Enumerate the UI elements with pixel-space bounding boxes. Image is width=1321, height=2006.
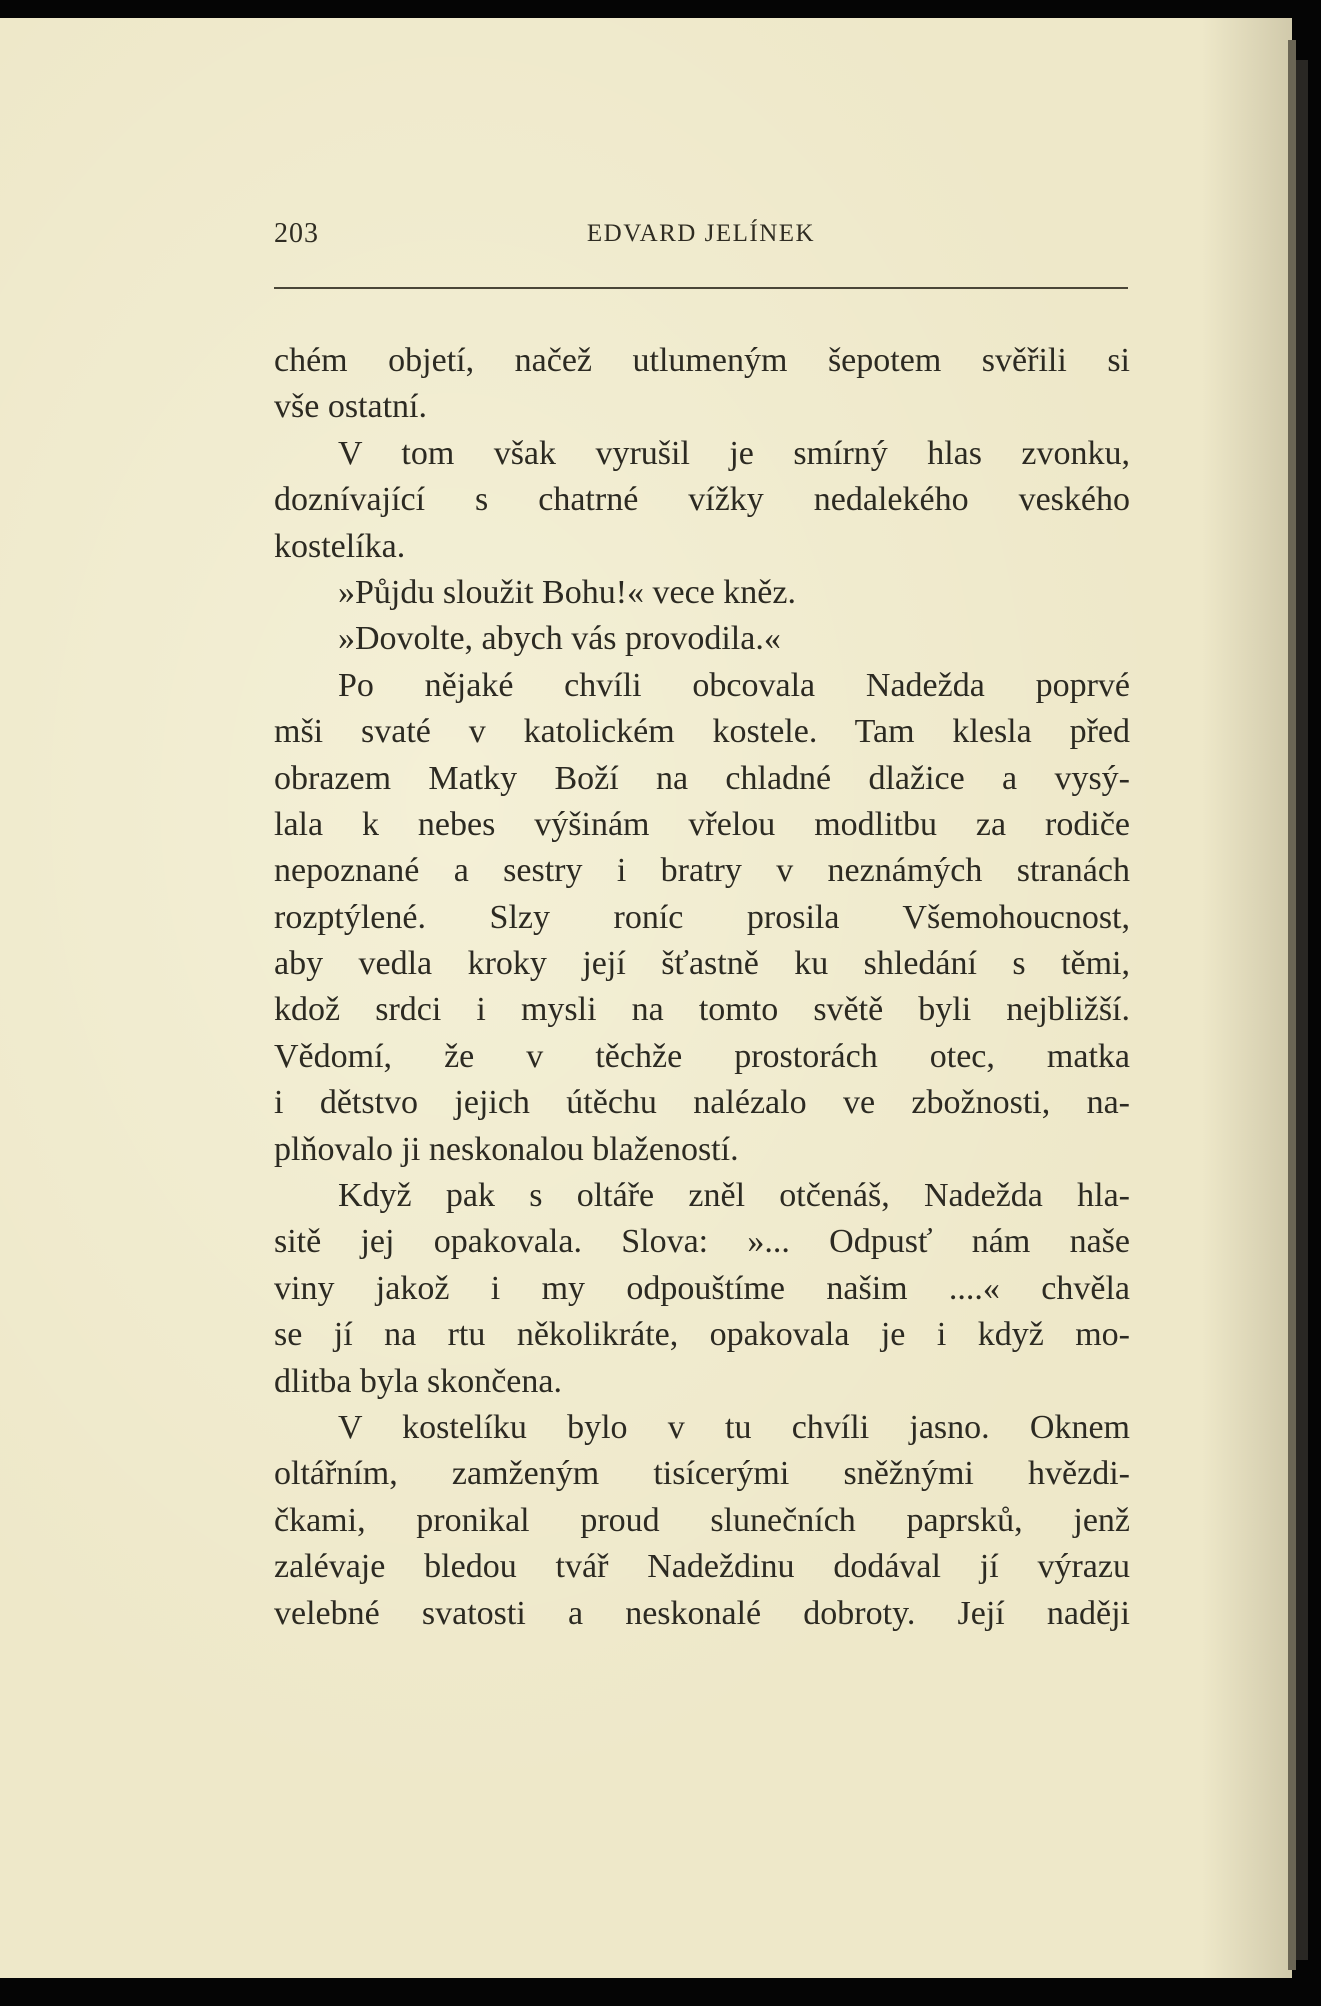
text-line: doznívající s chatrné vížky nedalekého veského (274, 481, 1130, 519)
body-text (274, 338, 1130, 1637)
text-line: viny jakož i my odpouštíme našim ....« chvěla (274, 1269, 1130, 1307)
text-line: zalévaje bledou tvář Nadeždinu dodával jí výrazu (274, 1548, 1130, 1586)
text-line: lala k nebes výšinám vřelou modlitbu za rodiče (274, 805, 1130, 843)
text-line: »Půjdu sloužit Bohu!« vece kněz. (338, 573, 796, 611)
text-line: vše ostatní. (274, 388, 427, 426)
running-title: EDVARD JELÍNEK (586, 220, 816, 247)
text-line: obrazem Matky Boží na chladné dlažice a vysý- (274, 759, 1130, 797)
page-header (274, 218, 1128, 258)
text-line: Vědomí, že v těchže prostorách otec, matka (274, 1037, 1130, 1075)
header-rule (274, 287, 1128, 289)
text-line: V tom však vyrušil je smírný hlas zvonku, (338, 434, 1130, 472)
text-line: Po nějaké chvíli obcovala Nadežda poprvé (338, 666, 1130, 704)
text-line: se jí na rtu několikráte, opakovala je i když mo- (274, 1316, 1130, 1354)
text-line: i dětstvo jejich útěchu nalézalo ve zbožnosti, na- (274, 1084, 1130, 1122)
text-line: mši svaté v katolickém kostele. Tam klesla před (274, 713, 1130, 751)
page-number: 203 (274, 218, 319, 249)
text-line: Když pak s oltáře zněl otčenáš, Nadežda hla- (338, 1177, 1130, 1215)
page-edge (1288, 40, 1296, 1970)
text-line: dlitba byla skončena. (274, 1362, 562, 1400)
text-line: nepoznané a sestry i bratry v neznámých stranách (274, 852, 1130, 890)
text-line: velebné svatosti a neskonalé dobroty. Její naději (274, 1594, 1130, 1632)
text-line: oltářním, zamženým tisícerými sněžnými hvězdi- (274, 1455, 1130, 1493)
text-line: kdož srdci i mysli na tomto světě byli nejbližší. (274, 991, 1130, 1029)
binding-strip (1296, 60, 1308, 1960)
text-line: V kostelíku bylo v tu chvíli jasno. Oknem (338, 1408, 1130, 1446)
text-line: »Dovolte, abych vás provodila.« (338, 620, 781, 658)
text-line: chém objetí, načež utlumeným šepotem svěřili si (274, 342, 1130, 379)
text-line: aby vedla kroky její šťastně ku shledání s těmi, (274, 945, 1130, 983)
text-line: plňovalo ji neskonalou blažeností. (274, 1130, 739, 1168)
text-line: sitě jej opakovala. Slova: »... Odpusť nám naše (274, 1223, 1130, 1261)
text-line: kostelíka. (274, 527, 406, 565)
text-line: rozptýlené. Slzy roníc prosila Všemohoucnost, (274, 898, 1130, 936)
text-line: čkami, pronikal proud slunečních paprsků, jenž (274, 1501, 1130, 1539)
